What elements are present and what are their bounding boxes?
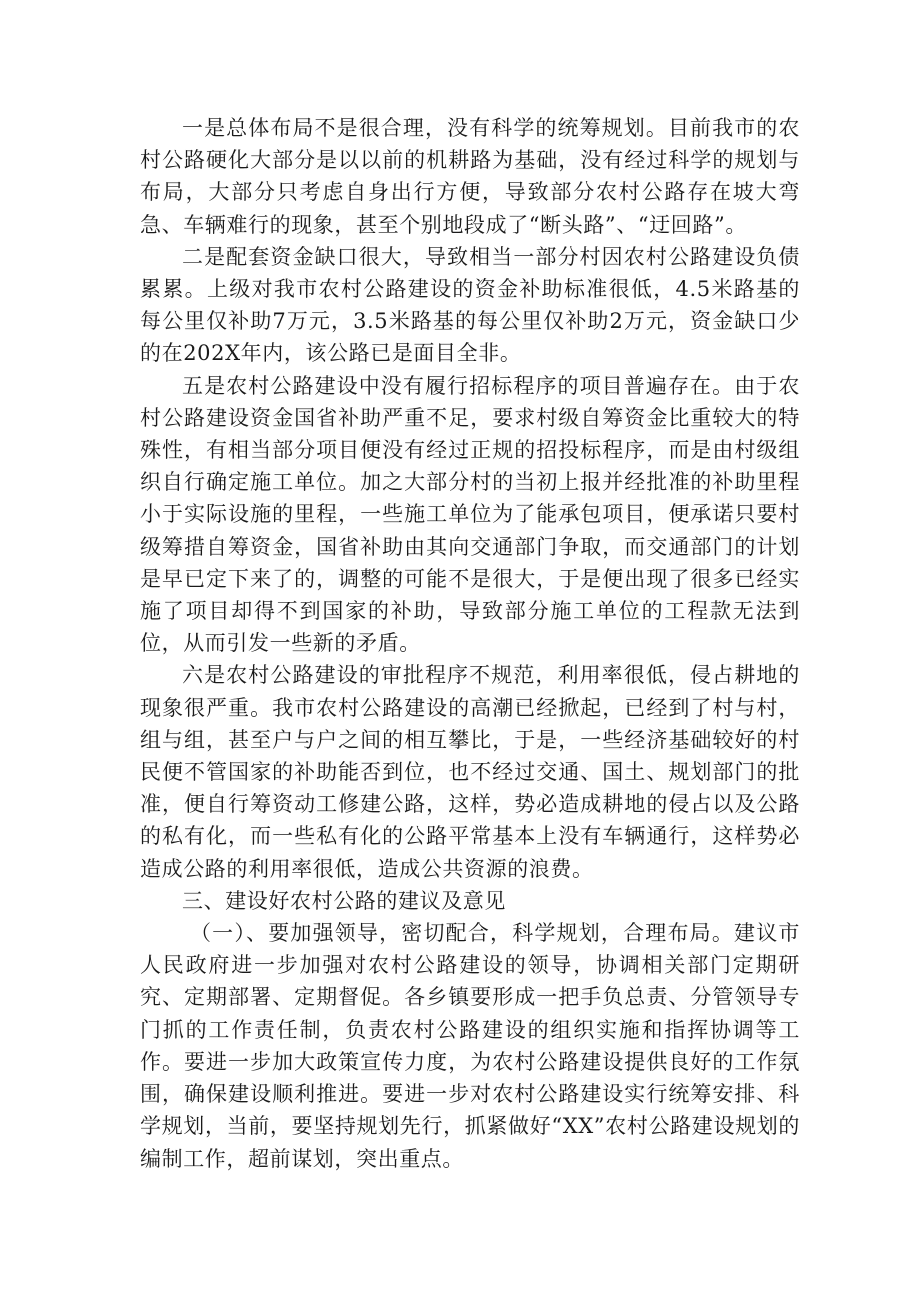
paragraph-leadership-planning: （一）、要加强领导，密切配合，科学规划，合理布局。建议市人民政府进一步加强对农村公路建设的领导，协调相关部门定期研究、定期部署、定期督促。各乡镇要形成一把手负总责、分管领导专门抓的工作责任制，负责农村公路建设的组织实施和指挥协调等工作。要进一步加大政策宣传力度，为农村公路建设提供良好的工作氛围，确保建设顺利推进。要进一步对农村公路建设实行统筹安排、科学规划，当前，要坚持规划先行，抓紧做好“XX”农村公路建设规划的编制工作，超前谋划，突出重点。 <box>140 921 800 1171</box>
paragraph-bidding-procedure: 五是农村公路建设中没有履行招标程序的项目普遍存在。由于农村公路建设资金国省补助严重不足，要求村级自筹资金比重较大的特殊性，有相当部分项目便没有经过正规的招投标程序，而是由村级组织自行确定施工单位。加之大部分村的当初上报并经批准的补助里程小于实际设施的里程，一些施工单位为了能承包项目，便承诺只要村级筹措自筹资金，国省补助由其向交通部门争取，而交通部门的计划是早已定下来了的，调整的可能不是很大，于是便出现了很多已经实施了项目却得不到国家的补助，导致部分施工单位的工程款无法到位，从而引发一些新的矛盾。 <box>140 373 800 656</box>
paragraph-funding-gap: 二是配套资金缺口很大，导致相当一部分村因农村公路建设负债累累。上级对我市农村公路建设的资金补助标准很低，4.5米路基的每公里仅补助7万元，3.5米路基的每公里仅补助2万元，资金缺口少的在202X年内，该公路已是面目全非。 <box>140 244 800 366</box>
section-heading-suggestions: 三、建设好农村公路的建议及意见 <box>182 888 506 913</box>
paragraph-overall-layout: 一是总体布局不是很合理，没有科学的统筹规划。目前我市的农村公路硬化大部分是以以前的机耕路为基础，没有经过科学的规划与布局，大部分只考虑自身出行方便，导致部分农村公路存在坡大弯急、车辆难行的现象，甚至个别地段成了“断头路”、“迂回路”。 <box>140 116 800 237</box>
paragraph-approval-procedure: 六是农村公路建设的审批程序不规范，利用率很低，侵占耕地的现象很严重。我市农村公路建设的高潮已经掀起，已经到了村与村，组与组，甚至户与户之间的相互攀比，于是，一些经济基础较好的村民便不管国家的补助能否到位，也不经过交通、国土、规划部门的批准，便自行筹资动工修建公路，这样，势必造成耕地的侵占以及公路的私有化，而一些私有化的公路平常基本上没有车辆通行，这样势必造成公路的利用率很低，造成公共资源的浪费。 <box>140 663 800 881</box>
document-body <box>140 112 800 1175</box>
